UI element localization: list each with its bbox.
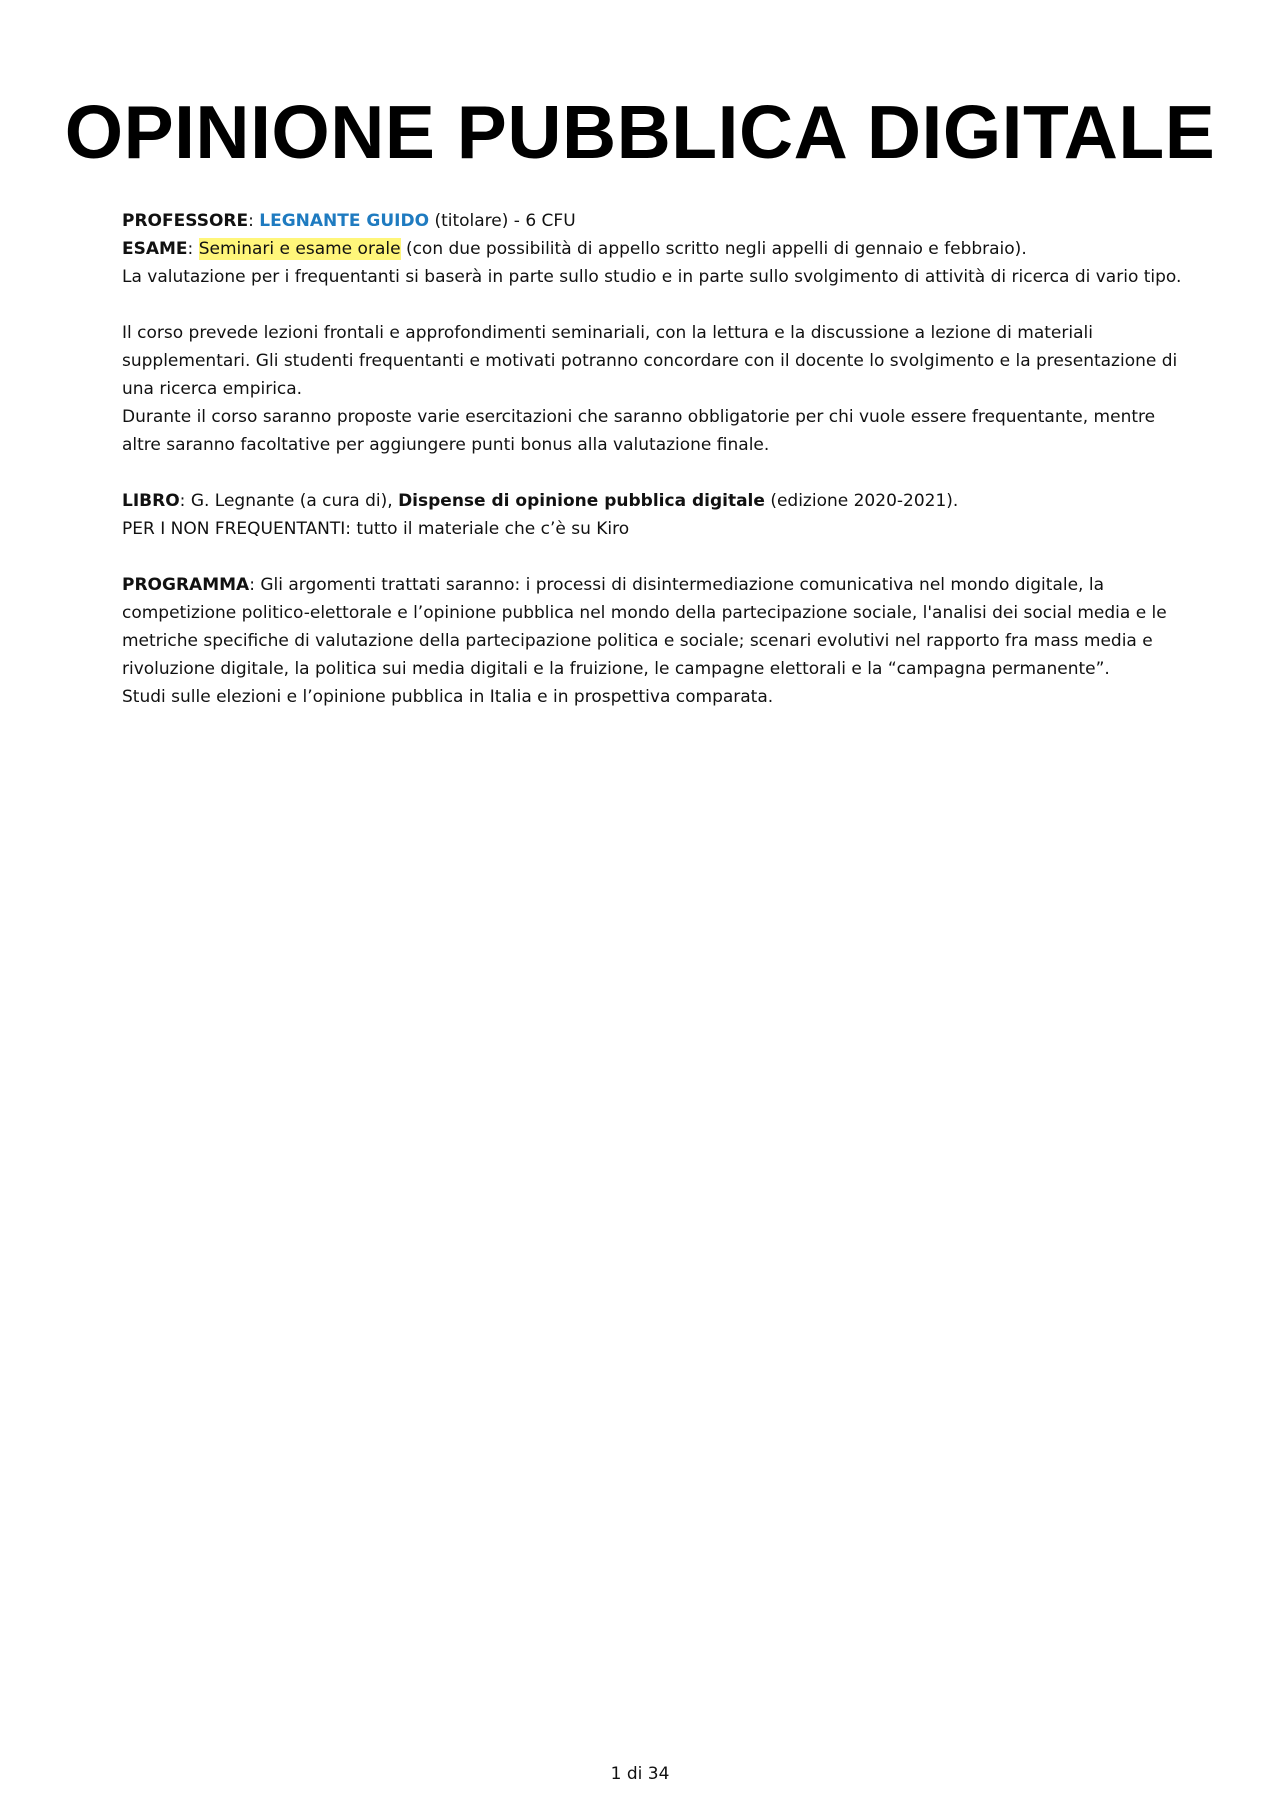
- exam-label: ESAME: [122, 239, 188, 259]
- professor-separator: :: [248, 211, 260, 231]
- exam-line: [122, 235, 1192, 263]
- page-title: OPINIONE PUBBLICA DIGITALE: [64, 90, 1216, 174]
- spacer: [122, 459, 1192, 487]
- program-label: PROGRAMMA: [122, 575, 250, 595]
- book-author: G. Legnante (a cura di),: [190, 491, 399, 511]
- spacer: [122, 543, 1192, 571]
- book-label: LIBRO: [122, 491, 180, 511]
- exam-separator: :: [187, 239, 199, 259]
- book-line: [122, 487, 1192, 515]
- professor-label: PROFESSORE: [122, 211, 249, 231]
- exam-type-highlight: Seminari e esame orale: [198, 239, 401, 259]
- course-paragraph-2: Durante il corso saranno proposte varie esercitazioni che saranno obbligatorie per chi vuole essere frequentante, mentre altre saranno facoltative per aggiungere punti bonus alla valutazione finale.: [122, 407, 1156, 455]
- book-separator: :: [179, 491, 191, 511]
- non-attending-line: PER I NON FREQUENTANTI: tutto il materiale che c’è su Kiro: [122, 519, 630, 539]
- professor-name: LEGNANTE GUIDO: [259, 211, 430, 231]
- course-paragraph-1: Il corso prevede lezioni frontali e approfondimenti seminariali, con la lettura e la discussione a lezione di materiali supplementari. Gli studenti frequentanti e motivati potranno concordare con il docente lo svolgimento e la presentazione di una ricerca empirica.: [122, 323, 1178, 399]
- professor-details: (titolare) - 6 CFU: [429, 211, 576, 231]
- program-paragraph: [122, 571, 1192, 683]
- evaluation-text: La valutazione per i frequentanti si baserà in parte sullo studio e in parte sullo svolgimento di attività di ricerca di vario tipo.: [122, 267, 1182, 287]
- program-separator: :: [249, 575, 261, 595]
- spacer: [122, 291, 1192, 319]
- professor-line: [122, 207, 1192, 235]
- exam-details: (con due possibilità di appello scritto negli appelli di gennaio e febbraio).: [400, 239, 1027, 259]
- document-body: [122, 207, 1192, 711]
- page-number: 1 di 34: [610, 1764, 670, 1784]
- book-title: Dispense di opinione pubblica digitale: [398, 491, 765, 511]
- book-edition: (edizione 2020-2021).: [764, 491, 959, 511]
- program-text: Gli argomenti trattati saranno: i processi di disintermediazione comunicativa nel mondo digitale, la competizione politico-elettorale e l’opinione pubblica nel mondo della partecipazione sociale, l'analisi dei social media e le metriche specifiche di valutazione della partecipazione politica e sociale; scenari evolutivi nel rapporto fra mass media e rivoluzione digitale, la politica sui media digitali e la fruizione, le campagne elettorali e la “campagna permanente”.: [122, 575, 1167, 679]
- program-studies-line: Studi sulle elezioni e l’opinione pubblica in Italia e in prospettiva comparata.: [122, 687, 774, 707]
